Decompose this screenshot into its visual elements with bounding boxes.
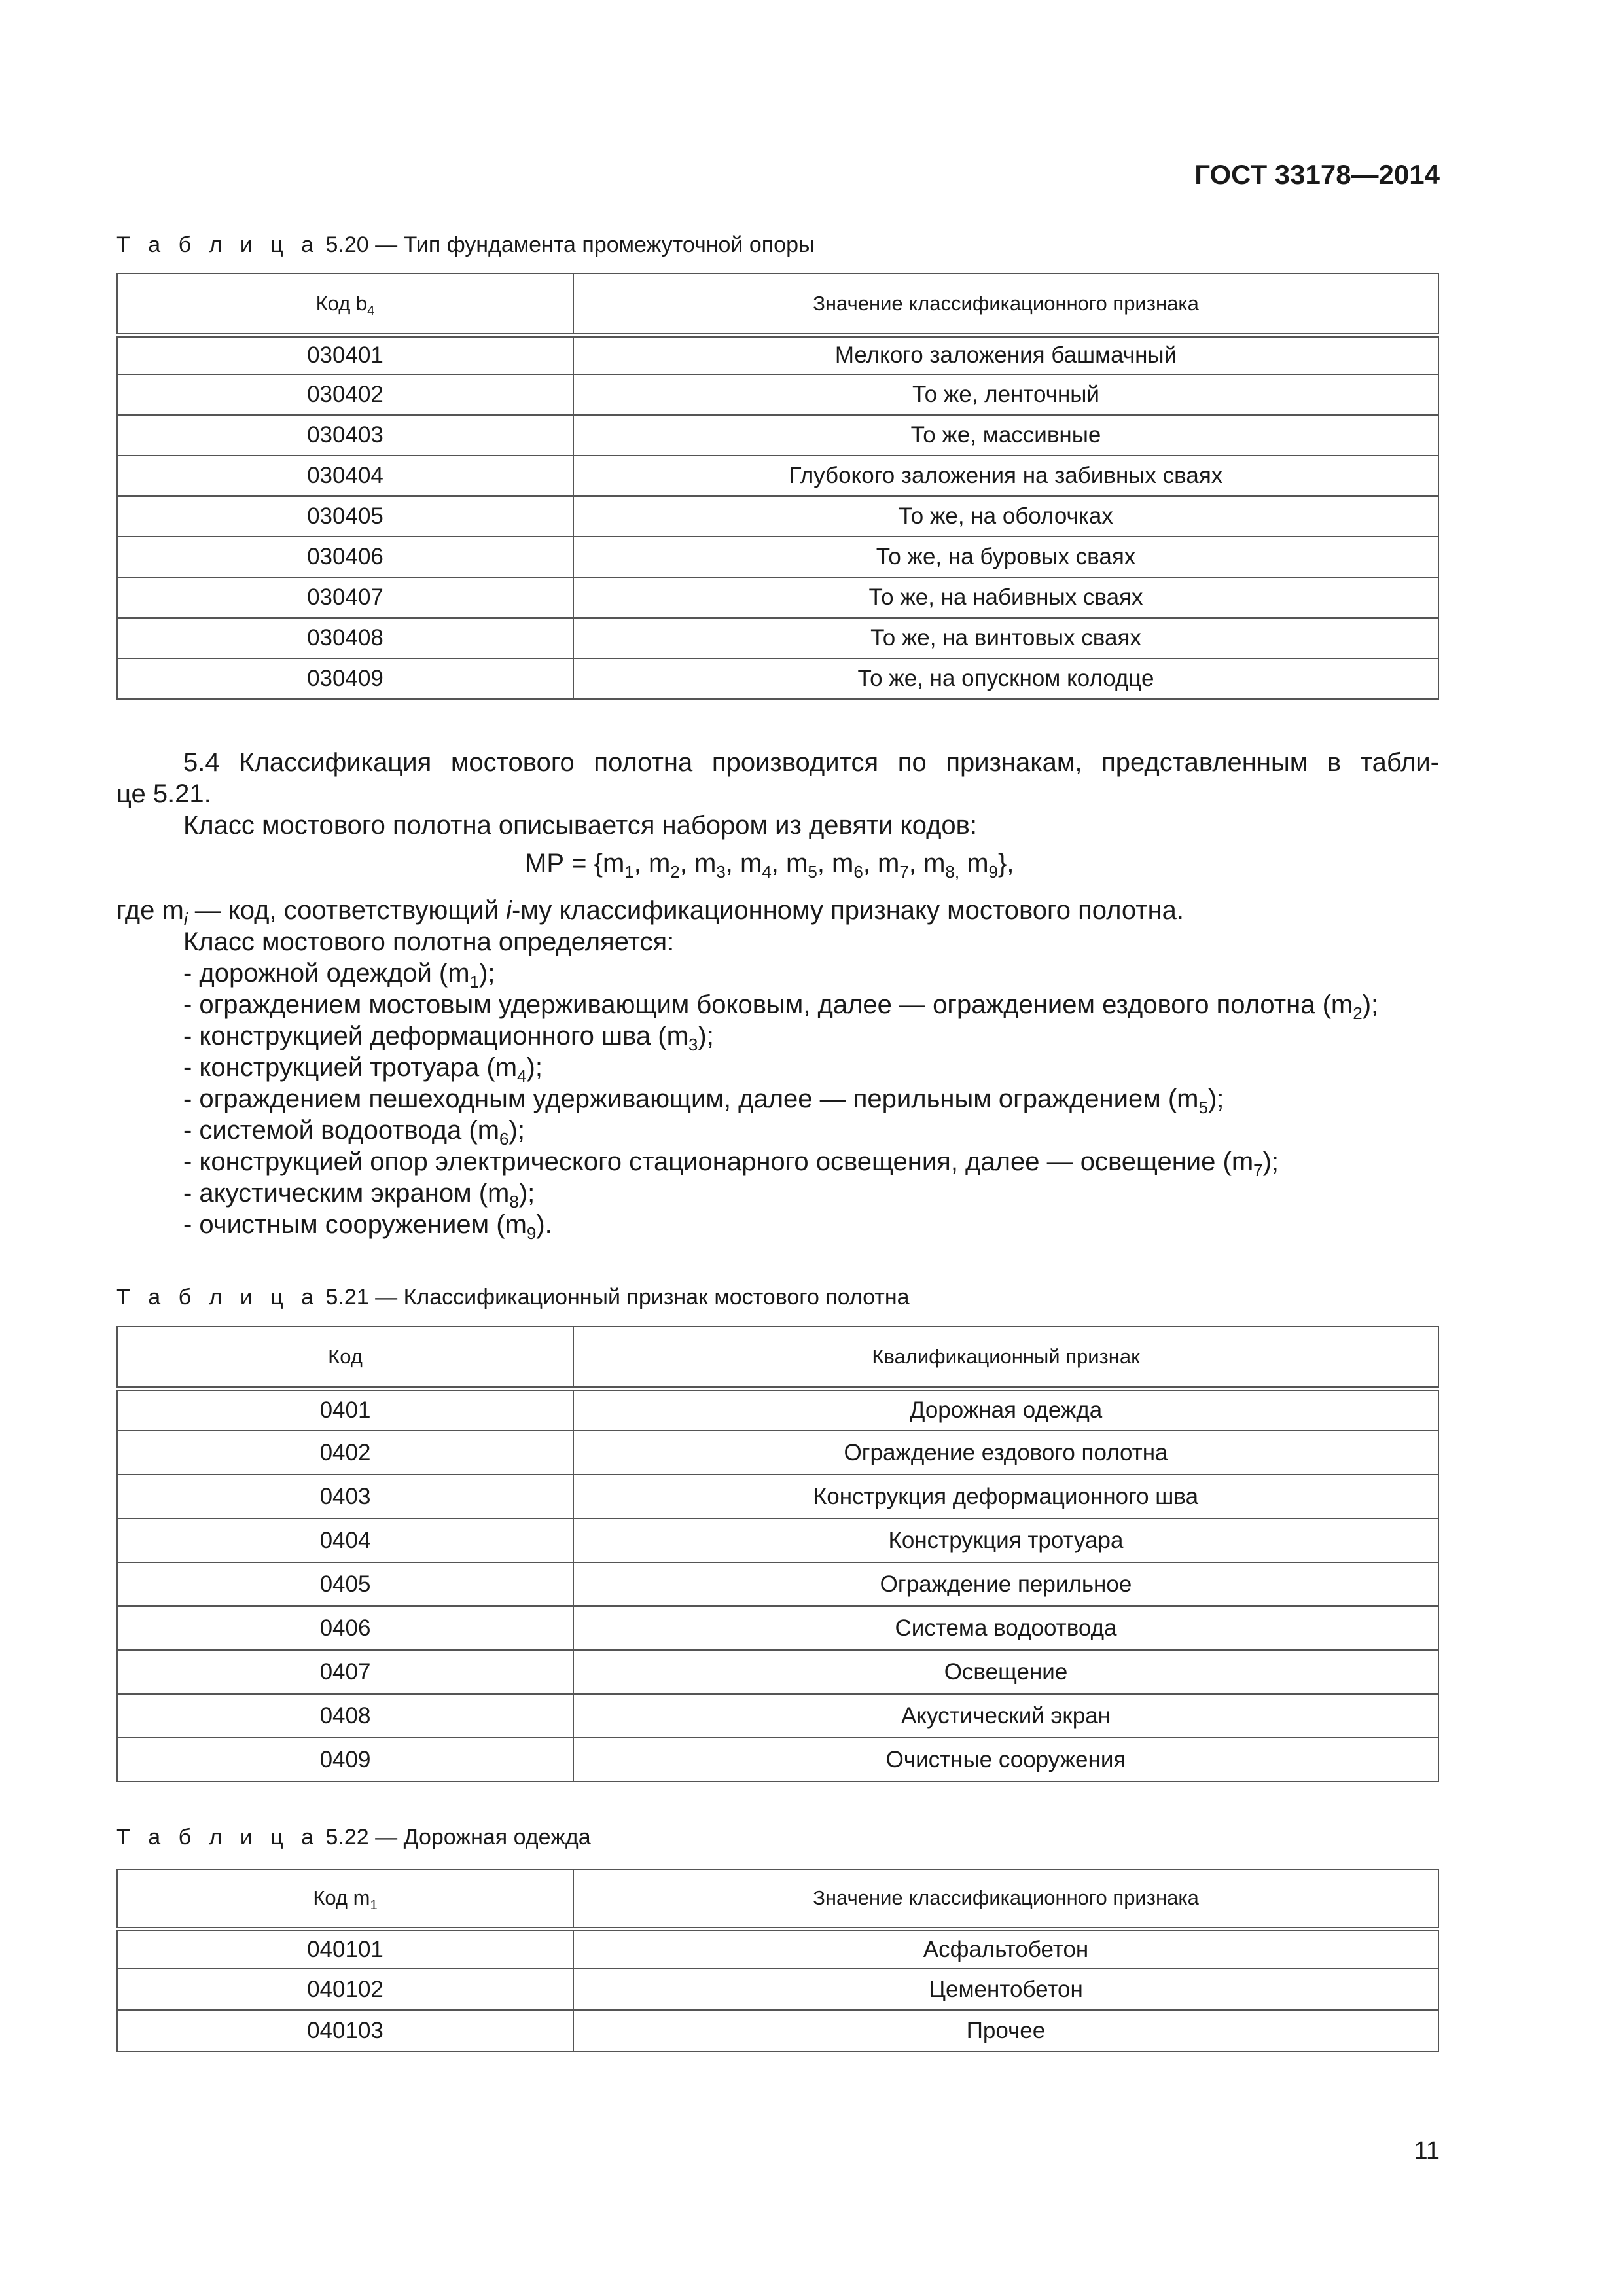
caption-prefix: Т а б л и ц а — [116, 1825, 320, 1850]
table-row: 040102 Цементобетон — [117, 1969, 1438, 2010]
list-item: - очистным сооружением $(m_9)$. — [183, 1210, 552, 1243]
table-5-21 — [116, 1326, 1439, 1782]
list-item: - системой водоотвода $(m_6)$; — [183, 1116, 525, 1149]
table-row: 030403 То же, массивные — [117, 415, 1438, 456]
table-row: 030407 То же, на набивных сваях — [117, 577, 1438, 618]
table-row: 040103 Прочее — [117, 2010, 1438, 2051]
table-row: 0403 Конструкция деформационного шва — [117, 1475, 1438, 1518]
paragraph-5-4-line1: 5.4 Классификация мостового полотна производится по признакам, представленным в табли- — [183, 748, 1439, 777]
list-item: - конструкцией деформационного шва $(m_3)$; — [183, 1022, 714, 1054]
caption-prefix: Т а б л и ц а — [116, 232, 320, 257]
table-row: 0404 Конструкция тротуара — [117, 1518, 1438, 1562]
caption-text: 5.20 — Тип фундамента промежуточной опоры — [325, 232, 815, 257]
list-item: - ограждением мостовым удерживающим боковым, далее — ограждением ездового полотна $(m_2)$; — [183, 990, 1379, 1023]
table-row: 030405 То же, на оболочках — [117, 496, 1438, 537]
table-5-20-caption — [116, 232, 814, 258]
table-5-21-caption — [116, 1285, 910, 1310]
paragraph-class-defined: Класс мостового полотна определяется: — [183, 927, 675, 956]
caption-text: 5.21 — Классификационный признак мостового полотна — [325, 1285, 910, 1310]
table-row: 040101 Асфальтобетон — [117, 1929, 1438, 1969]
caption-text: 5.22 — Дорожная одежда — [325, 1825, 591, 1850]
list-item: - конструкцией опор электрического стационарного освещения, далее — освещение $(m_7)$; — [183, 1147, 1279, 1180]
table-5-22 — [116, 1869, 1439, 2052]
table-row: 0401 Дорожная одежда — [117, 1388, 1438, 1431]
table-header-code: Код $m_1$ — [117, 1869, 573, 1929]
table-row: 030409 То же, на опускном колодце — [117, 658, 1438, 699]
table-5-22-caption — [116, 1825, 591, 1850]
table-header-value: Значение классификационного признака — [573, 274, 1438, 335]
table-header-code: Код $b_4$ — [117, 274, 573, 335]
table-5-20 — [116, 273, 1439, 700]
table-row: 0402 Ограждение ездового полотна — [117, 1431, 1438, 1475]
table-row: 0406 Система водоотвода — [117, 1606, 1438, 1650]
formula: МР = {$m_1$, $m_2$, $m_3$, $m_4$, $m_5$, $m_6$, $m_7$, $m_{8,}$ $m_9$}, — [525, 849, 1014, 882]
table-row: 030402 То же, ленточный — [117, 374, 1438, 415]
table-header-code: Код — [117, 1327, 573, 1388]
table-row: 0409 Очистные сооружения — [117, 1738, 1438, 1782]
paragraph-class-description: Класс мостового полотна описывается набором из девяти кодов: — [183, 811, 978, 840]
list-item: - дорожной одеждой $(m_1)$; — [183, 959, 495, 992]
table-header-value: Значение классификационного признака — [573, 1869, 1438, 1929]
table-header-value: Квалификационный признак — [573, 1327, 1438, 1388]
list-item: - ограждением пешеходным удерживающим, далее — перильным ограждением $(m_5)$; — [183, 1085, 1224, 1117]
where-line: где $m_i$ — код, соответствующий i-му классификационному признаку мостового полотна. — [116, 896, 1185, 929]
table-row: 0407 Освещение — [117, 1650, 1438, 1694]
page-number: 11 — [1414, 2137, 1440, 2164]
table-row: 0408 Акустический экран — [117, 1694, 1438, 1738]
document-code: ГОСТ 33178—2014 — [1194, 159, 1440, 190]
list-item: - акустическим экраном $(m_8)$; — [183, 1179, 535, 1211]
caption-prefix: Т а б л и ц а — [116, 1285, 320, 1310]
paragraph-5-4-line2: це 5.21. — [116, 780, 211, 808]
list-item: - конструкцией тротуара $(m_4)$; — [183, 1053, 543, 1086]
table-row: 030404 Глубокого заложения на забивных сваях — [117, 456, 1438, 496]
table-row: 030406 То же, на буровых сваях — [117, 537, 1438, 577]
table-row: 0405 Ограждение перильное — [117, 1562, 1438, 1606]
table-row: 030408 То же, на винтовых сваях — [117, 618, 1438, 658]
table-row: 030401 Мелкого заложения башмачный — [117, 335, 1438, 374]
